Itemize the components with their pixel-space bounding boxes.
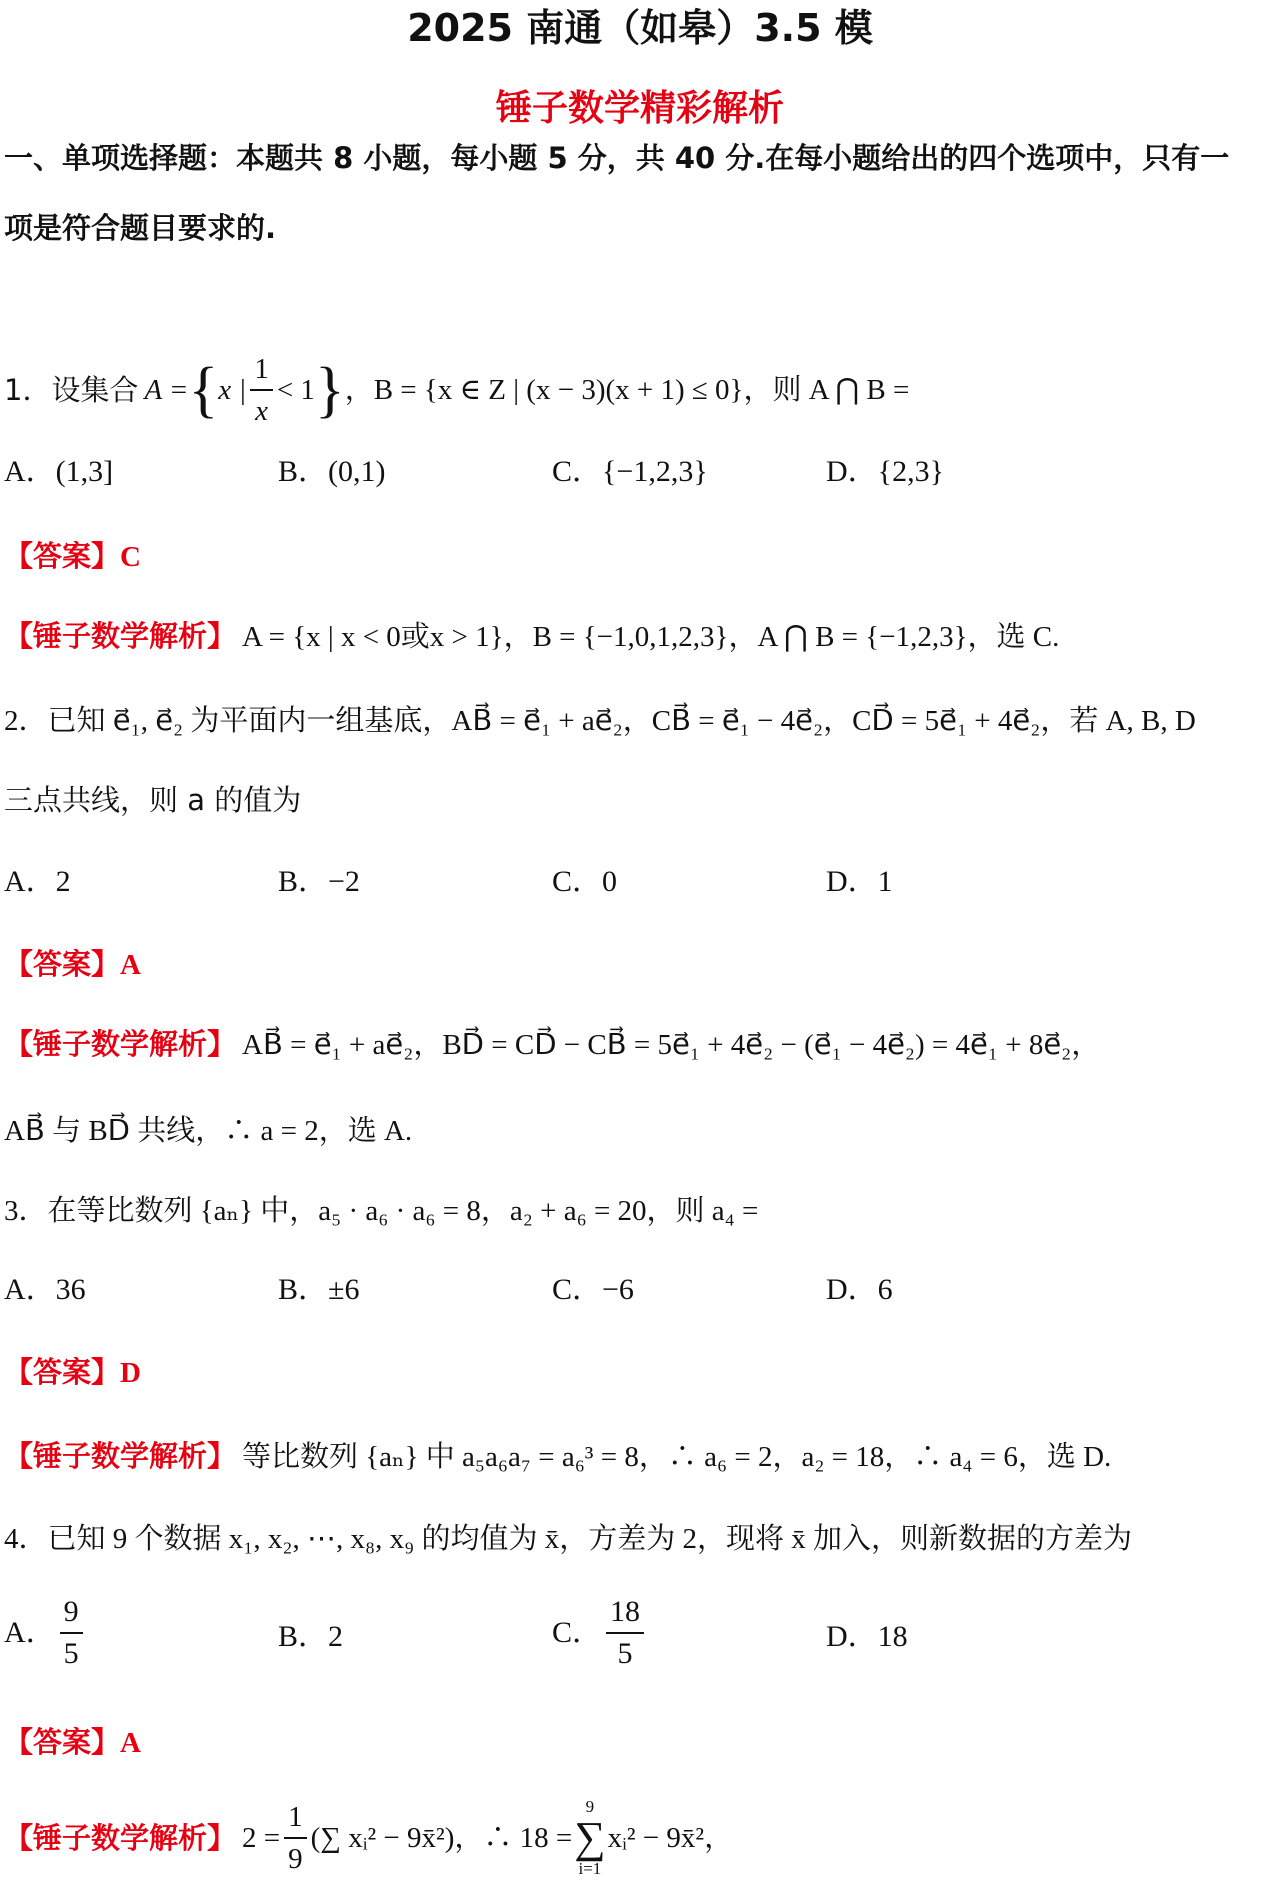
q4-stem-text: 4．已知 9 个数据 x₁, x₂, ⋯, x₈, x₉ 的均值为 x̄，方差为 2，现将 x̄ 加入，则新数据的方差为 [4,1523,1132,1555]
q3-stem-text: 3．在等比数列 {aₙ} 中，a₅ · a₆ · a₆ = 8，a₂ + a₆ = 20，则 a₄ = [4,1195,759,1227]
page-subtitle: 锤子数学精彩解析 [495,88,784,129]
option-value: −6 [602,1273,634,1306]
q1-left-brace: { [188,356,219,424]
analysis-text: AB⃗ = e⃗₁ + ae⃗₂，BD⃗ = CD⃗ − CB⃗ = 5e⃗₁ + 4e⃗₂ − (e⃗₁ − 4e⃗₂) = 4e⃗₁ + 8e⃗₂， [242,1029,1101,1061]
q2-stem-text: 2．已知 e⃗₁, e⃗₂ 为平面内一组基底，AB⃗ = e⃗₁ + ae⃗₂，CB⃗ = e⃗₁ − 4e⃗₂，CD⃗ = 5e⃗₁ + 4e⃗₂，若 A, B, D [4,705,1196,737]
q1-option-a[interactable] [4,452,113,492]
frac-den: 9 [288,1843,303,1875]
sum-symbol: ∑ [574,1813,606,1862]
page-title: 2025 南通（如皋）3.5 模 [407,6,873,50]
option-value: 36 [55,1273,86,1306]
option-label: B． [278,455,329,488]
answer-tag: 【答案】 [4,1725,121,1759]
frac-den: 5 [63,1637,79,1670]
option-label: A． [4,865,56,898]
q1-set-b: ，B = {x ∈ Z | (x − 3)(x + 1) ≤ 0}，则 A ⋂ B = [344,374,910,406]
option-value: 2 [55,865,71,898]
option-label: A． [4,1616,56,1649]
sum-upper: 9 [585,1797,595,1816]
q2-stem-line2 [4,780,301,820]
option-value: 2 [328,1620,344,1653]
q4-stem [4,1518,1132,1559]
q3-option-a[interactable] [4,1270,86,1310]
answer-tag: 【答案】 [4,947,121,981]
option-label: C． [552,1273,603,1306]
option-value: (0,1) [328,455,386,488]
option-value: (1,3] [55,455,114,488]
q1-set-a-var: x | [218,374,247,406]
option-label: A． [4,1273,56,1306]
q3-stem [4,1190,758,1231]
sum-lower: i=1 [578,1859,602,1878]
q4-answer [4,1722,141,1763]
option-value: {2,3} [877,455,944,488]
option-value: 18 [877,1620,908,1653]
q4-option-b[interactable] [278,1617,343,1657]
q4-option-a[interactable] [4,1592,87,1674]
analysis-tag: 【锤子数学解析】 [4,619,237,653]
answer-value: D [120,1357,141,1389]
option-value: 0 [602,865,618,898]
frac-num: 1 [284,1797,307,1839]
option-label: A． [4,455,56,488]
q3-analysis [4,1436,1111,1477]
answer-value: C [120,541,141,573]
answer-value: A [120,1727,141,1759]
q2-stem-line1 [4,700,1196,741]
frac-den: 5 [617,1637,633,1670]
q1-fraction [250,349,273,431]
q4-analysis [4,1790,733,1886]
answer-value: A [120,949,141,981]
section-heading-line1: 一、单项选择题：本题共 8 小题，每小题 5 分，共 40 分.在每小题给出的四个选项中，只有一 [4,141,1230,175]
q2-answer [4,944,141,985]
option-label: C． [552,455,603,488]
q2-option-d[interactable] [826,862,893,902]
q1-right-brace: } [314,356,345,424]
q2-stem-text-2: 三点共线，则 a 的值为 [4,783,302,817]
option-label: D． [826,1620,878,1653]
q2-analysis-line1 [4,1024,1100,1065]
q4-analysis-lhs: 2 = [242,1822,281,1854]
option-label: D． [826,1273,878,1306]
option-label: C． [552,1616,603,1649]
question-1-stem [4,340,909,440]
option-value: −2 [328,865,360,898]
q2-option-b[interactable] [278,862,360,902]
analysis-text-2: AB⃗ 与 BD⃗ 共线，∴ a = 2，选 A. [4,1115,413,1147]
answer-tag: 【答案】 [4,539,121,573]
q1-option-d[interactable] [826,452,944,492]
option-label: B． [278,865,329,898]
q2-analysis-line2 [4,1110,412,1151]
q3-option-d[interactable] [826,1270,893,1310]
q1-option-c[interactable] [552,452,708,492]
analysis-tag: 【锤子数学解析】 [4,1821,237,1855]
option-label: B． [278,1620,329,1653]
q1-analysis [4,616,1059,657]
option-label: D． [826,455,878,488]
q1-prefix: 1．设集合 [4,373,139,407]
q2-option-a[interactable] [4,862,71,902]
q1-answer [4,536,141,577]
analysis-tag: 【锤子数学解析】 [4,1027,237,1061]
option-label: D． [826,865,878,898]
q1-set-a-lhs: A = [144,374,189,406]
option-value: {−1,2,3} [602,455,708,488]
q2-option-c[interactable] [552,862,617,902]
q3-option-c[interactable] [552,1270,634,1310]
q4-summation [574,1798,605,1878]
q1-option-b[interactable] [278,452,386,492]
frac-num: 18 [606,1592,644,1634]
option-label: C． [552,865,603,898]
q4-analysis-term2: xᵢ² − 9x̄²， [607,1822,734,1854]
q4-analysis-term1: (∑ xᵢ² − 9x̄²)，∴ 18 = [310,1822,573,1854]
q1-set-a-rhs: < 1 [276,374,315,406]
analysis-tag: 【锤子数学解析】 [4,1439,237,1473]
q4-option-a-fraction [60,1592,83,1674]
q1-frac-num: 1 [250,349,273,391]
q1-frac-den: x [255,395,269,427]
option-value: ±6 [328,1273,360,1306]
q3-answer [4,1352,141,1393]
option-value: 6 [877,1273,893,1306]
frac-num: 9 [60,1592,83,1634]
q4-option-c[interactable] [552,1592,648,1674]
section-heading-line2: 项是符合题目要求的. [4,211,277,245]
q4-option-d[interactable] [826,1617,908,1657]
answer-tag: 【答案】 [4,1355,121,1389]
analysis-text: A = {x | x < 0或x > 1}，B = {−1,0,1,2,3}，A ⋂ B = {−1,2,3}，选 C. [242,621,1060,653]
option-label: B． [278,1273,329,1306]
q4-analysis-fraction [284,1797,307,1879]
q3-option-b[interactable] [278,1270,359,1310]
q4-option-c-fraction [606,1592,644,1674]
option-value: 1 [877,865,893,898]
analysis-text: 等比数列 {aₙ} 中 a₅a₆a₇ = a₆³ = 8，∴ a₆ = 2，a₂ = 18，∴ a₄ = 6，选 D. [242,1441,1112,1473]
